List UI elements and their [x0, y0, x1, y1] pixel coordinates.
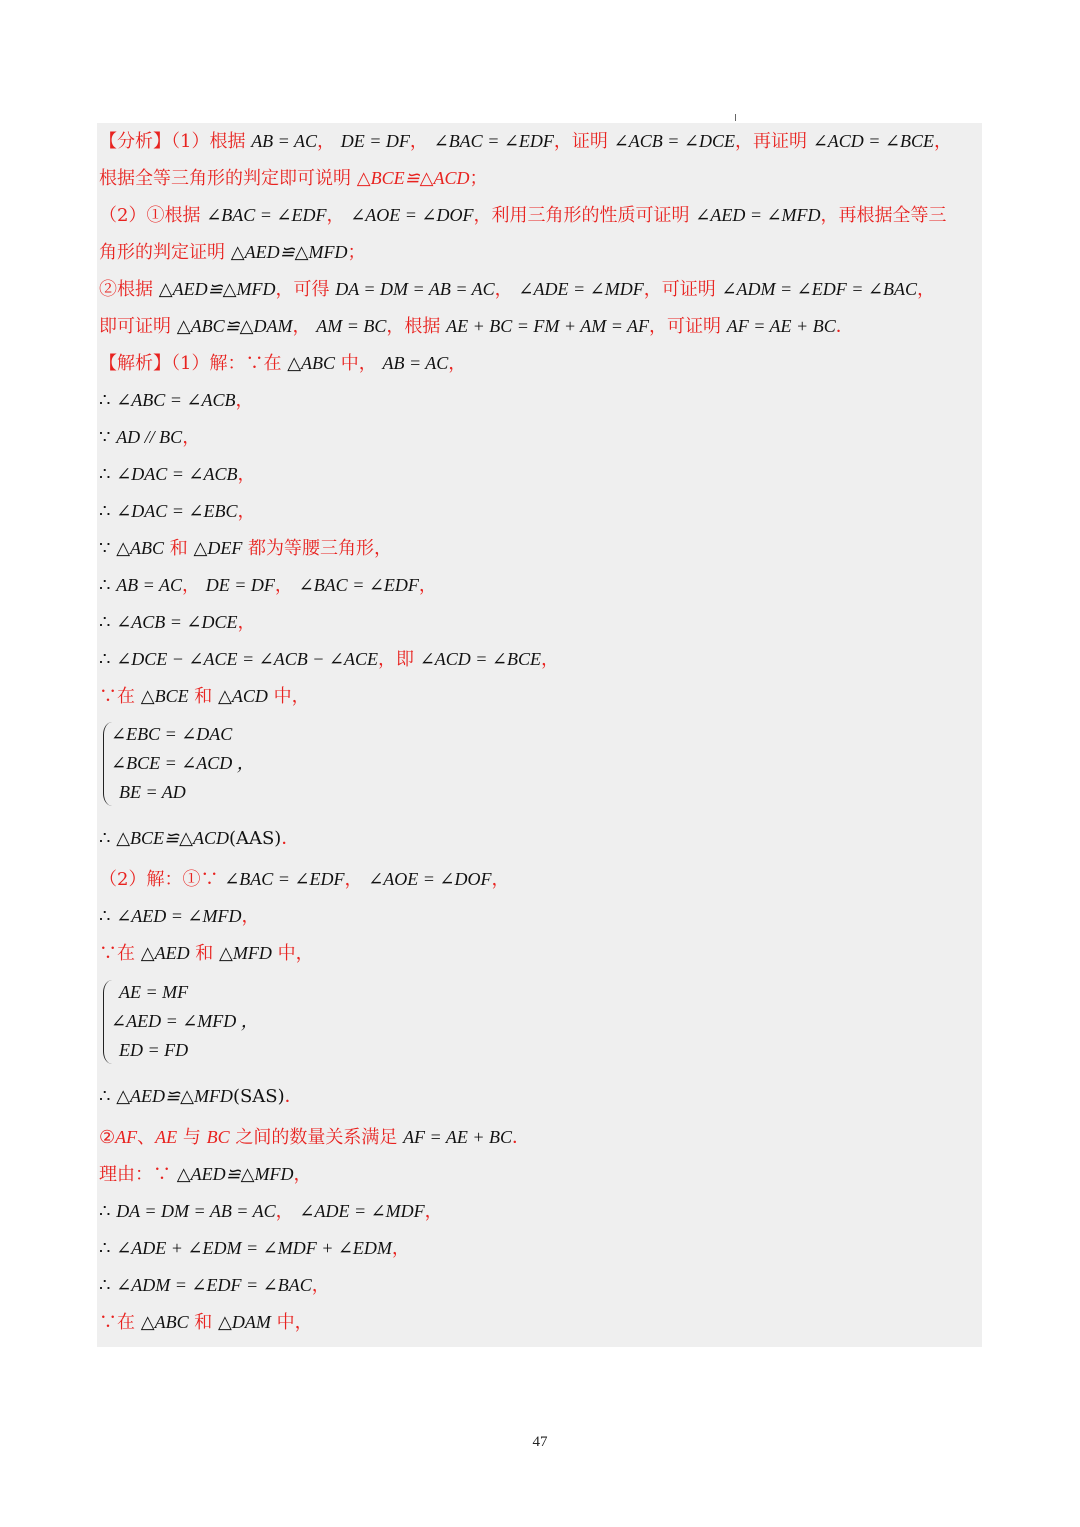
- math-expression: △AED≌△MFD: [176, 1164, 294, 1184]
- text-run: ，: [344, 869, 369, 890]
- analysis-line-6: [99, 308, 982, 345]
- math-expression: △AED≌△MFD: [230, 242, 348, 262]
- text-run: ，: [409, 131, 434, 152]
- text-run: ，: [237, 464, 256, 485]
- equation-system-2: [99, 978, 399, 1068]
- text-run: ，: [235, 390, 254, 411]
- math-expression: ∠BAC = ∠EDF: [224, 869, 345, 889]
- page-tick-mark: [735, 114, 736, 121]
- math-expression: △DAM: [218, 1312, 271, 1332]
- text-run: （2）解：①∵: [99, 869, 225, 890]
- text-run: ，: [491, 869, 510, 890]
- text-run: 、: [137, 1127, 156, 1148]
- text-run: ，: [237, 501, 256, 522]
- math-expression: △BCE: [140, 686, 189, 706]
- text-run: ，可证明: [643, 279, 722, 300]
- text-run: ∴: [99, 1238, 117, 1259]
- math-expression: ∠BAC = ∠EDF: [433, 131, 554, 151]
- system2-row-1: AE = MF: [119, 982, 189, 1002]
- solution-line-20: [99, 1267, 982, 1304]
- system1-row-1: ∠EBC = ∠DAC: [111, 724, 233, 744]
- text-run: ，: [448, 353, 467, 374]
- system2-row-2: ∠AED = ∠MFD ，: [111, 1011, 259, 1031]
- text-run: ∴: [99, 1275, 117, 1296]
- solution-line-15: [99, 1078, 982, 1115]
- solution-line-21: [99, 1304, 982, 1341]
- math-expression: ∠ACD = ∠BCE: [812, 131, 934, 151]
- math-expression: ∠AOE = ∠DOF: [368, 869, 492, 889]
- text-run: ∴: [99, 906, 117, 927]
- math-expression: BC: [206, 1127, 230, 1147]
- math-expression: DE = DF: [205, 575, 275, 595]
- text-run: ，: [274, 575, 299, 596]
- text-run: ∴: [99, 390, 117, 411]
- math-expression: △BCE≌△ACD: [116, 828, 229, 848]
- math-expression: ∠ADM = ∠EDF = ∠BAC: [721, 279, 917, 299]
- text-run: ，: [391, 1238, 410, 1259]
- math-expression: AE + BC = FM + AM = AF: [446, 316, 650, 336]
- solution-line-1: [99, 345, 982, 382]
- text-run: 中，: [271, 943, 314, 964]
- text-run: ，: [292, 316, 317, 337]
- equation-system-1: [99, 720, 399, 810]
- solution-panel: [97, 123, 982, 1347]
- text-run: ．: [512, 1127, 531, 1148]
- math-expression: ∠DCE − ∠ACE = ∠ACB − ∠ACE: [116, 649, 378, 669]
- solution-line-7: [99, 567, 982, 604]
- math-expression: ∠ACB = ∠DCE: [116, 612, 238, 632]
- text-run: (AAS): [228, 828, 282, 849]
- math-expression: ∠ACB = ∠DCE: [613, 131, 735, 151]
- text-run: ，: [182, 575, 206, 596]
- text-run: ，: [494, 279, 519, 300]
- math-expression: AF = AE + BC: [726, 316, 836, 336]
- text-run: 和: [189, 943, 220, 964]
- solution-line-8: [99, 604, 982, 641]
- text-run: ，即: [377, 649, 420, 670]
- text-run: ；: [469, 168, 488, 189]
- math-expression: ∠ADE + ∠EDM = ∠MDF + ∠EDM: [116, 1238, 392, 1258]
- solution-line-10: [99, 678, 982, 715]
- text-run: ，: [311, 1275, 330, 1296]
- text-run: ∴: [99, 464, 117, 485]
- text-run: ∵在: [99, 943, 141, 964]
- text-run: ，: [275, 1201, 300, 1222]
- solution-line-19: [99, 1230, 982, 1267]
- math-expression: AF: [115, 1127, 138, 1147]
- text-run: ，: [326, 205, 351, 226]
- math-expression: AE: [155, 1127, 178, 1147]
- math-expression: ∠ADE = ∠MDF: [518, 279, 644, 299]
- math-expression: △ABC: [116, 538, 165, 558]
- analysis-line-4: [99, 234, 982, 271]
- math-expression: AB = AC: [251, 131, 317, 151]
- text-run: ∴: [99, 612, 117, 633]
- text-run: ，可证明: [649, 316, 727, 337]
- solution-line-14: [99, 935, 982, 972]
- math-expression: AF = AE + BC: [403, 1127, 513, 1147]
- text-run: ．: [281, 828, 300, 849]
- text-run: ∴: [99, 575, 117, 596]
- math-expression: AB = AC: [116, 575, 182, 595]
- analysis-line-5: [99, 271, 982, 308]
- text-run: （2）①根据: [99, 205, 207, 226]
- text-run: ∵在: [99, 1312, 141, 1333]
- text-run: ∴: [99, 501, 117, 522]
- text-run: ∵: [99, 427, 117, 448]
- solution-line-3: [99, 419, 982, 456]
- text-run: ，: [241, 906, 260, 927]
- text-run: 和: [188, 1312, 219, 1333]
- math-expression: AB = AC: [382, 353, 449, 373]
- math-expression: DA = DM = AB = AC: [116, 1201, 276, 1221]
- math-expression: ∠ABC = ∠ACB: [116, 390, 236, 410]
- math-expression: DA = DM = AB = AC: [335, 279, 495, 299]
- solution-line-9: [99, 641, 982, 678]
- text-run: ，根据: [386, 316, 447, 337]
- system2-row-3: ED = FD: [119, 1040, 189, 1060]
- text-run: ∵在: [99, 686, 141, 707]
- text-run: 和: [188, 686, 219, 707]
- math-expression: ∠AED = ∠MFD: [116, 906, 242, 926]
- text-run: ，: [418, 575, 437, 596]
- text-run: 【分析】（1）根据: [99, 131, 252, 152]
- text-run: ，: [293, 1164, 312, 1185]
- text-run: 中，: [270, 1312, 313, 1333]
- text-run: 和: [164, 538, 194, 559]
- text-run: 角形的判定证明: [99, 242, 231, 263]
- text-run: ，利用三角形的性质可证明: [473, 205, 696, 226]
- math-expression: ∠BAC = ∠EDF: [206, 205, 327, 225]
- analysis-line-1: [99, 123, 982, 160]
- math-expression: △AED: [140, 943, 190, 963]
- text-run: ，可得: [275, 279, 336, 300]
- text-run: ，: [916, 279, 935, 300]
- text-run: ∴: [99, 649, 117, 670]
- math-expression: ∠ACD = ∠BCE: [419, 649, 541, 669]
- solution-line-13: [99, 898, 982, 935]
- text-run: ，: [934, 131, 952, 152]
- math-expression: AD // BC: [116, 427, 183, 447]
- system1-row-2: ∠BCE = ∠ACD ，: [111, 753, 255, 773]
- text-run: 根据全等三角形的判定即可说明: [99, 168, 357, 189]
- text-run: 理由：∵: [99, 1164, 177, 1185]
- solution-line-18: [99, 1193, 982, 1230]
- text-run: ②根据: [99, 279, 159, 300]
- text-run: ，证明: [553, 131, 614, 152]
- text-run: ∴: [99, 828, 117, 849]
- text-run: ，: [237, 612, 256, 633]
- solution-line-16: [99, 1119, 982, 1156]
- solution-line-5: [99, 493, 982, 530]
- math-expression: ∠ADM = ∠EDF = ∠BAC: [116, 1275, 312, 1295]
- math-expression: △DEF: [193, 538, 243, 558]
- math-expression: ∠DAC = ∠EBC: [116, 501, 238, 521]
- math-expression: DE = DF: [340, 131, 410, 151]
- text-run: ∴: [99, 1086, 117, 1107]
- text-run: (SAS): [232, 1086, 285, 1107]
- analysis-line-2: [99, 160, 982, 197]
- system1-row-3: BE = AD: [119, 782, 186, 802]
- math-expression: △BCE≌△ACD: [356, 168, 470, 188]
- text-run: ，: [424, 1201, 443, 1222]
- text-run: ②: [99, 1127, 116, 1148]
- text-run: ．: [835, 316, 854, 337]
- page-number: 47: [532, 1434, 548, 1450]
- solution-line-6: [99, 530, 982, 567]
- text-run: ，再证明: [734, 131, 813, 152]
- math-expression: ∠DAC = ∠ACB: [116, 464, 238, 484]
- solution-line-11: [99, 820, 982, 857]
- text-run: 即可证明: [99, 316, 177, 337]
- math-expression: ∠AOE = ∠DOF: [350, 205, 474, 225]
- text-run: 与: [177, 1127, 207, 1148]
- solution-line-4: [99, 456, 982, 493]
- math-expression: △ABC≌△DAM: [176, 316, 293, 336]
- text-run: ∵: [99, 538, 117, 559]
- text-run: ．: [284, 1086, 303, 1107]
- text-run: ，: [317, 131, 341, 152]
- text-run: ∴: [99, 1201, 117, 1222]
- math-expression: ∠AED = ∠MFD: [695, 205, 821, 225]
- text-run: ，: [541, 649, 559, 670]
- solution-line-2: [99, 382, 982, 419]
- text-run: 中，: [267, 686, 310, 707]
- text-run: 之间的数量关系满足: [229, 1127, 404, 1148]
- math-expression: ∠BAC = ∠EDF: [298, 575, 419, 595]
- text-run: 中，: [335, 353, 383, 374]
- text-run: ，: [182, 427, 201, 448]
- math-expression: △ABC: [287, 353, 336, 373]
- math-expression: ∠ADE = ∠MDF: [299, 1201, 425, 1221]
- solution-line-12: [99, 861, 982, 898]
- text-run: ，再根据全等三: [820, 205, 947, 226]
- text-run: 都为等腰三角形，: [242, 538, 393, 559]
- math-expression: △AED≌△MFD: [158, 279, 276, 299]
- analysis-line-3: [99, 197, 982, 234]
- math-expression: △ABC: [140, 1312, 189, 1332]
- text-run: 【解析】（1）解：∵在: [99, 353, 288, 374]
- math-expression: AM = BC: [316, 316, 387, 336]
- solution-line-17: [99, 1156, 982, 1193]
- math-expression: △MFD: [219, 943, 272, 963]
- math-expression: △ACD: [218, 686, 268, 706]
- math-expression: △AED≌△MFD: [116, 1086, 233, 1106]
- text-run: ；: [347, 242, 366, 263]
